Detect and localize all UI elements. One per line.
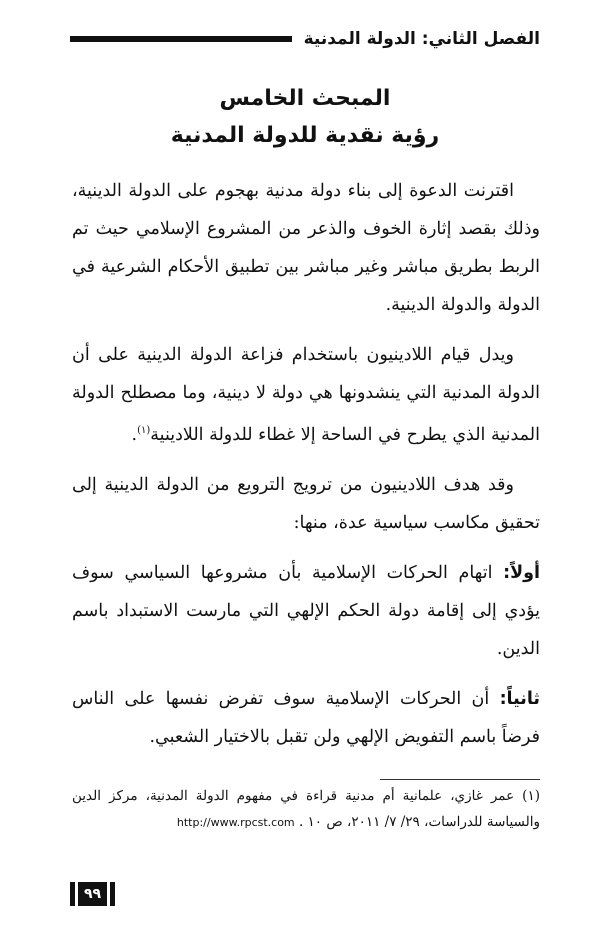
point-1-text: اتهام الحركات الإسلامية بأن مشروعها السياسي سوف يؤدي إلى إقامة دولة الحكم الإلهي التي مارست الاستبداد باسم الدين. [72, 562, 540, 659]
section-title: رؤية نقدية للدولة المدنية [170, 123, 440, 148]
footnote-text: (١) عمر غازي، علمانية أم مدنية قراءة في مفهوم الدولة المدنية، مركز الدين والسياسة للدراسات، ٢٩/ ٧/ ٢٠١١، ص ١٠ . [72, 788, 540, 830]
point-2-text: أن الحركات الإسلامية سوف تفرض نفسها على الناس فرضاً باسم التفويض الإلهي ولن تقبل بالاختيار الشعبي. [72, 688, 540, 747]
page-number: ٩٩ [78, 882, 107, 906]
header-rule [70, 36, 292, 42]
running-header [70, 26, 540, 52]
paragraph-3: وقد هدف اللادينيون من ترويج الترويع من الدولة الدينية إلى تحقيق مكاسب سياسية عدة، منها: [72, 474, 540, 533]
point-2-lead: ثانياً: [499, 688, 540, 709]
chapter-title: الفصل الثاني: الدولة المدنية [303, 29, 540, 49]
point-1-lead: أولاً: [503, 562, 540, 583]
paragraph-2-text: ويدل قيام اللادينيون باستخدام فزاعة الدولة الدينية على أن الدولة المدنية التي ينشدونها هي دولة لا دينية، وما مصطلح الدولة المدنية الذي يطرح في الساحة إلا غطاء للدولة اللادينية [72, 345, 540, 445]
page-number-box [70, 881, 115, 907]
footnote-rule [380, 779, 540, 780]
section-heading [0, 82, 610, 156]
page-number-bar [110, 882, 115, 906]
body-text [72, 172, 540, 768]
point-2 [72, 680, 540, 756]
footnote-url: http://www.rpcst.com [176, 816, 295, 829]
footnote [72, 783, 540, 836]
paragraph-2: ويدل قيام اللادينيون باستخدام فزاعة الدولة الدينية على أن الدولة المدنية التي ينشدونها هي دولة لا دينية، وما مصطلح الدولة المدنية الذي يطرح في الساحة إلا غطاء للدولة اللادينية$^{(١)}$. [72, 345, 540, 445]
page-number-bar [70, 882, 75, 906]
paragraph-1: اقترنت الدعوة إلى بناء دولة مدنية بهجوم على الدولة الدينية، وذلك بقصد إثارة الخوف والذعر من المشروع الإسلامي حيث تم الربط بطريق مباشر وغير مباشر بين تطبيق الأحكام الشرعية في الدولة والدولة الدينية. [72, 181, 540, 315]
point-1 [72, 554, 540, 668]
section-number: المبحث الخامس [219, 86, 391, 111]
footnote-reference: (١) [137, 425, 151, 436]
